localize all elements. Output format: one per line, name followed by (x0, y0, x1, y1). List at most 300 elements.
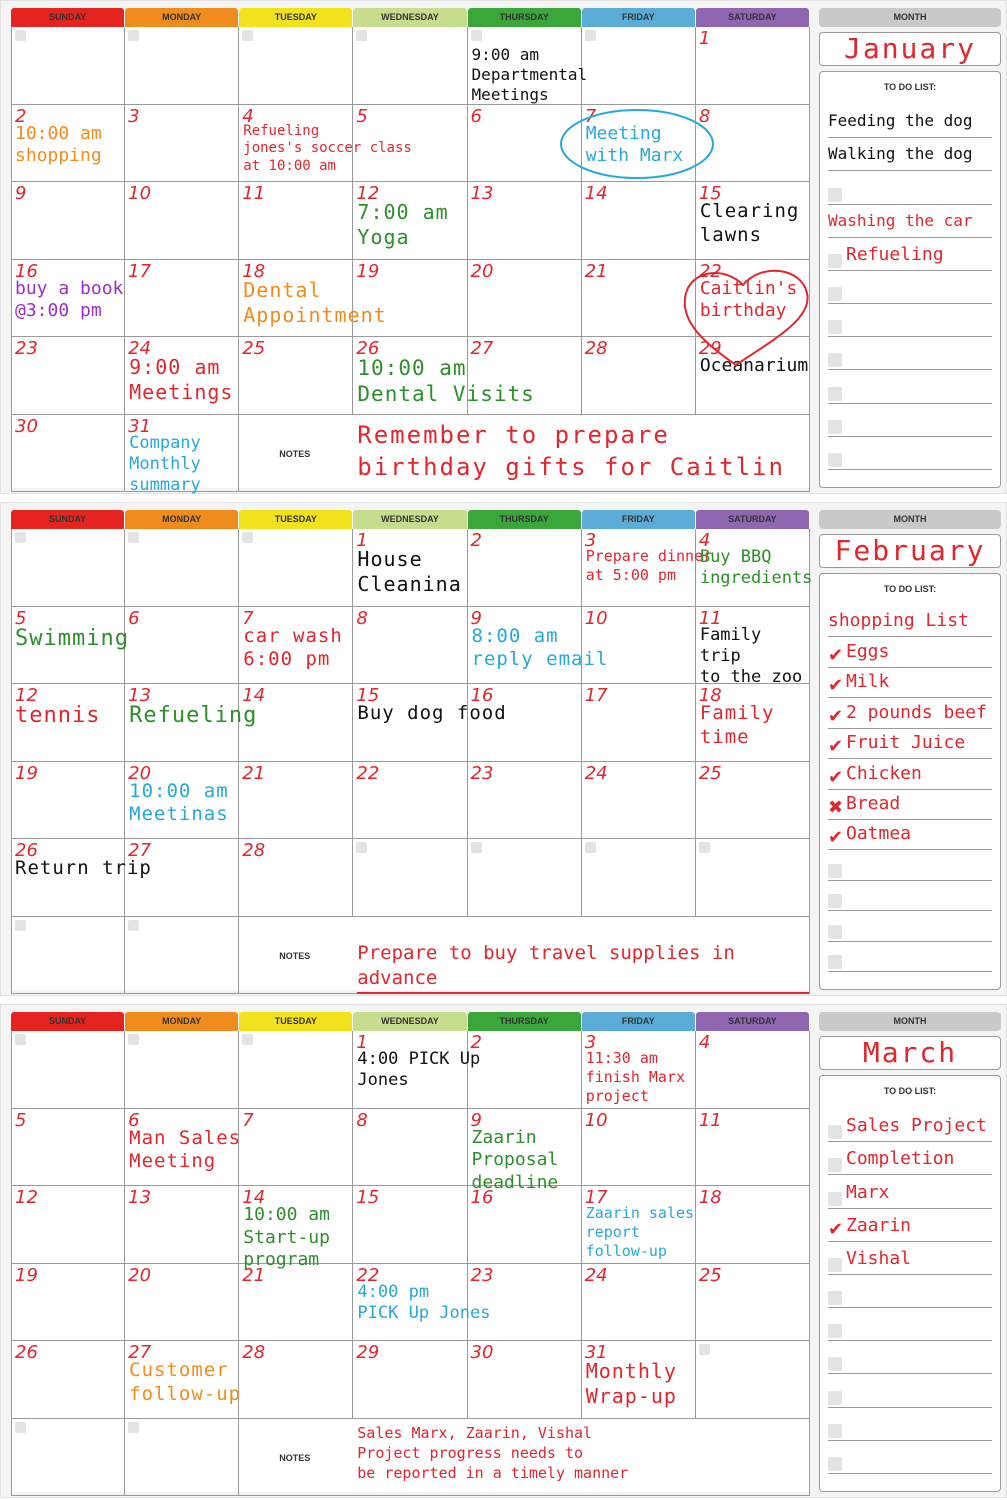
event-note[interactable]: Customer follow-up (129, 1359, 242, 1405)
todo-checkbox[interactable] (828, 188, 842, 202)
todo-item-text: Feeding the dog (828, 111, 973, 131)
event-note[interactable]: 9:00 am Departmental Meetings (471, 45, 588, 104)
event-note[interactable]: Return trip (15, 857, 152, 879)
day-cell[interactable] (582, 762, 696, 840)
todo-line (828, 1340, 992, 1341)
day-number: 19 (15, 762, 38, 784)
checkmark-icon[interactable]: ✔ (828, 644, 844, 665)
calendar-grid (11, 1012, 810, 1492)
day-number: 7 (584, 105, 597, 127)
todo-checkbox[interactable] (828, 1291, 842, 1305)
event-note[interactable]: Caitlin's birthday (699, 277, 798, 321)
day-number: 8 (698, 105, 711, 127)
day-number: 11 (698, 1109, 722, 1131)
event-note[interactable]: Refueling (129, 703, 258, 728)
day-cell[interactable] (696, 105, 810, 183)
day-cell[interactable] (239, 1341, 353, 1419)
day-cell[interactable] (11, 415, 125, 493)
todo-checkbox[interactable] (828, 387, 842, 401)
calendar-grid (11, 8, 810, 495)
empty-day-marker (242, 30, 253, 41)
todo-line (828, 636, 992, 637)
event-note[interactable]: Family trip to the zoo (699, 624, 803, 687)
day-cell[interactable] (468, 182, 582, 260)
todo-label: TO DO LIST: (883, 82, 937, 92)
day-cell[interactable] (125, 1031, 239, 1109)
todo-line (828, 1307, 992, 1308)
month-sheet-march (0, 1004, 1007, 1498)
checkmark-icon[interactable]: ✔ (828, 1218, 844, 1239)
day-cell[interactable] (11, 529, 125, 607)
weekday-header-wednesday: WEDNESDAY (353, 1012, 466, 1031)
day-cell[interactable] (11, 1419, 125, 1497)
todo-line (828, 880, 992, 881)
event-note[interactable]: 7:00 am Yoga (357, 200, 449, 249)
event-note[interactable]: 4:00 pm PICK Up Jones (357, 1281, 491, 1323)
weekday-header-monday: MONDAY (125, 1012, 238, 1031)
weekday-header-sunday: SUNDAY (11, 510, 124, 529)
empty-day-marker (15, 1034, 26, 1045)
day-number: 21 (242, 762, 266, 784)
day-number: 27 (128, 1342, 152, 1363)
day-number: 26 (356, 338, 380, 359)
day-number: 14 (242, 685, 266, 706)
day-number: 4 (698, 1032, 711, 1053)
event-note[interactable]: 4:00 PICK Up Jones (357, 1049, 481, 1091)
todo-line (828, 1208, 992, 1209)
month-name-box[interactable] (819, 32, 1001, 66)
day-number: 15 (356, 685, 380, 706)
todo-checkbox[interactable] (828, 254, 842, 268)
day-number: 6 (470, 105, 482, 127)
day-number: 23 (15, 338, 38, 359)
day-number: 18 (698, 685, 722, 706)
empty-day-marker (15, 532, 26, 543)
day-number: 5 (15, 1109, 27, 1131)
day-number: 17 (128, 260, 152, 282)
day-cell[interactable] (11, 917, 125, 995)
event-note[interactable]: car wash 6:00 pm (243, 624, 343, 671)
todo-checkbox[interactable] (828, 1158, 842, 1172)
month-label: MONTH (819, 1012, 1001, 1031)
day-cell[interactable] (468, 1341, 582, 1419)
todo-checkbox[interactable] (828, 1457, 842, 1471)
day-cell[interactable] (11, 1109, 125, 1187)
event-note[interactable]: Meeting with Marx (585, 122, 684, 166)
cross-icon[interactable]: ✖ (828, 796, 844, 817)
day-number: 26 (15, 840, 38, 861)
month-name-box[interactable] (819, 534, 1001, 568)
todo-line (828, 789, 992, 790)
todo-checkbox[interactable] (828, 287, 842, 301)
day-number: 1 (698, 28, 711, 49)
day-number: 2 (470, 1032, 482, 1053)
day-cell[interactable] (239, 182, 353, 260)
event-note[interactable]: Monthly Wrap-up (585, 1359, 677, 1408)
day-number: 19 (15, 1264, 38, 1286)
day-number: 4 (242, 105, 254, 127)
checkmark-icon[interactable]: ✔ (828, 766, 844, 787)
todo-checkbox[interactable] (828, 864, 842, 878)
day-number: 20 (128, 762, 152, 784)
event-note[interactable]: Prepare dinner at 5:00 pm (585, 547, 713, 584)
day-cell[interactable] (696, 1109, 810, 1187)
todo-label: TO DO LIST: (883, 1086, 937, 1096)
day-number: 11 (242, 183, 266, 204)
weekday-header-thursday: THURSDAY (468, 510, 581, 529)
day-number: 6 (128, 607, 140, 629)
event-note[interactable]: 8:00 am reply email (471, 624, 609, 671)
weekday-header-wednesday: WEDNESDAY (353, 510, 466, 529)
event-note[interactable]: 9:00 am Meetings (129, 355, 234, 404)
day-cell[interactable] (11, 1341, 125, 1419)
todo-checkbox[interactable] (828, 320, 842, 334)
day-number: 3 (584, 1032, 597, 1053)
day-number: 30 (15, 415, 38, 437)
todo-checkbox[interactable] (828, 1324, 842, 1338)
day-cell[interactable] (468, 1031, 582, 1109)
todo-checkbox[interactable] (828, 353, 842, 367)
day-number: 9 (470, 607, 482, 629)
weekday-header-sunday: SUNDAY (11, 8, 124, 27)
day-cell[interactable] (582, 260, 696, 338)
day-cell[interactable] (239, 1031, 353, 1109)
weekday-header-saturday: SATURDAY (696, 8, 809, 27)
todo-list[interactable] (819, 573, 1001, 990)
day-cell[interactable] (582, 684, 696, 762)
day-cell[interactable] (468, 105, 582, 183)
day-number: 15 (356, 1187, 380, 1208)
weekday-header-monday: MONDAY (125, 510, 238, 529)
todo-line (828, 1440, 992, 1441)
todo-line (828, 270, 992, 271)
day-number: 10 (584, 607, 608, 629)
day-cell[interactable] (125, 27, 239, 105)
month-name-box[interactable] (819, 1036, 1001, 1070)
todo-checkbox[interactable] (828, 955, 842, 969)
event-note[interactable]: Refueling jones's soccer class at 10:00 am (243, 122, 412, 174)
checkmark-icon[interactable]: ✔ (828, 705, 844, 726)
notes-label: NOTES (279, 1452, 311, 1463)
weekday-header-friday: FRIDAY (582, 510, 695, 529)
day-number: 14 (584, 183, 608, 204)
event-note[interactable]: 10:00 am shopping (15, 122, 102, 166)
todo-list[interactable] (819, 71, 1001, 488)
event-note[interactable]: Swimming (15, 625, 129, 651)
todo-line (828, 436, 992, 437)
day-cell[interactable] (696, 1264, 810, 1342)
event-note[interactable]: Zaarin Proposal deadline (471, 1126, 559, 1193)
day-number: 12 (356, 183, 380, 204)
empty-day-marker (128, 1034, 139, 1045)
month-sheet-february (0, 502, 1007, 996)
day-number: 11 (698, 607, 722, 629)
day-number: 10 (128, 183, 152, 204)
day-number: 24 (584, 1264, 608, 1286)
day-cell[interactable] (239, 1109, 353, 1187)
weekday-header-thursday: THURSDAY (468, 8, 581, 27)
day-cell[interactable] (353, 1341, 467, 1419)
todo-item-text: Washing the car (828, 210, 973, 230)
todo-label: TO DO LIST: (883, 584, 937, 594)
day-number: 21 (584, 260, 608, 282)
empty-day-marker (242, 1034, 253, 1045)
todo-line (828, 1373, 992, 1374)
day-number: 3 (128, 105, 140, 127)
day-cell[interactable] (125, 607, 239, 685)
day-number: 20 (470, 260, 494, 282)
day-number: 12 (15, 1187, 38, 1208)
day-number: 25 (698, 762, 722, 784)
day-cell[interactable] (125, 1419, 239, 1497)
day-number: 27 (128, 840, 152, 861)
todo-checkbox[interactable] (828, 420, 842, 434)
todo-checkbox[interactable] (828, 1424, 842, 1438)
day-cell[interactable] (468, 839, 582, 917)
todo-line (828, 1141, 992, 1142)
month-name: January (843, 32, 976, 65)
day-cell[interactable] (125, 105, 239, 183)
day-cell[interactable] (468, 762, 582, 840)
day-number: 21 (242, 1264, 266, 1286)
todo-list[interactable] (819, 1075, 1001, 1492)
day-cell[interactable] (239, 27, 353, 105)
day-cell[interactable] (11, 337, 125, 415)
empty-day-marker (128, 532, 139, 543)
event-note[interactable]: 10:00 am Meetinas (129, 779, 229, 826)
day-number: 9 (470, 1109, 482, 1131)
day-cell[interactable] (125, 182, 239, 260)
weekday-header-friday: FRIDAY (582, 1012, 695, 1031)
todo-item-text: Eggs (846, 640, 890, 662)
day-number: 28 (242, 1342, 266, 1363)
todo-line (828, 941, 992, 942)
day-number: 2 (470, 530, 482, 551)
todo-item-text: Walking the dog (828, 144, 973, 164)
todo-checkbox[interactable] (828, 1192, 842, 1206)
weekday-header-friday: FRIDAY (582, 8, 695, 27)
day-cell[interactable] (696, 839, 810, 917)
month-name: February (834, 534, 986, 567)
event-note[interactable]: 11:30 am finish Marx project (585, 1049, 686, 1105)
day-cell[interactable] (125, 1264, 239, 1342)
checkmark-icon[interactable]: ✔ (828, 675, 844, 696)
day-cell[interactable] (468, 1186, 582, 1264)
weekday-header-monday: MONDAY (125, 8, 238, 27)
day-number: 14 (242, 1187, 266, 1208)
empty-day-marker (15, 30, 26, 41)
notes-label: NOTES (279, 448, 311, 459)
day-cell[interactable] (11, 1264, 125, 1342)
event-note[interactable]: Oceanarium (699, 355, 809, 376)
event-note[interactable]: Buy BBQ ingredients (699, 547, 813, 589)
todo-line (828, 237, 992, 238)
day-cell[interactable] (696, 1186, 810, 1264)
day-number: 13 (128, 1187, 152, 1208)
day-cell[interactable] (125, 917, 239, 995)
empty-day-marker (585, 842, 596, 853)
day-cell[interactable] (353, 762, 467, 840)
todo-line (828, 1274, 992, 1275)
event-note[interactable]: Buy dog food (357, 702, 507, 724)
event-note[interactable]: tennis (15, 703, 101, 728)
day-number: 31 (128, 415, 152, 437)
todo-line (828, 728, 992, 729)
todo-checkbox[interactable] (828, 1258, 842, 1272)
day-cell[interactable] (582, 182, 696, 260)
weekday-header-wednesday: WEDNESDAY (353, 8, 466, 27)
day-number: 5 (356, 105, 368, 127)
todo-line (828, 667, 992, 668)
event-note[interactable]: Zaarin sales report follow-up (585, 1204, 695, 1260)
month-name: March (862, 1036, 958, 1069)
empty-day-marker (242, 532, 253, 543)
notes-label: NOTES (279, 950, 311, 961)
day-cell[interactable] (239, 1264, 353, 1342)
day-number: 9 (15, 183, 27, 204)
day-cell[interactable] (11, 182, 125, 260)
day-cell[interactable] (696, 1031, 810, 1109)
event-note[interactable]: buy a book @3:00 pm (15, 277, 124, 321)
weekday-header-saturday: SATURDAY (696, 510, 809, 529)
todo-line (828, 336, 992, 337)
day-cell[interactable] (468, 529, 582, 607)
todo-item-text: Fruit Juice (846, 732, 966, 754)
todo-line (828, 204, 992, 205)
day-cell[interactable] (239, 762, 353, 840)
notes-area[interactable] (239, 415, 810, 493)
day-number: 24 (128, 338, 152, 359)
day-number: 29 (356, 1342, 380, 1363)
todo-line (828, 849, 992, 850)
day-cell[interactable] (125, 1186, 239, 1264)
calendar-grid (11, 510, 813, 990)
todo-line (828, 1407, 992, 1408)
day-number: 2 (15, 105, 27, 127)
todo-checkbox[interactable] (828, 1357, 842, 1371)
day-cell[interactable] (353, 607, 467, 685)
day-number: 19 (356, 260, 380, 282)
day-cell[interactable] (353, 839, 467, 917)
todo-checkbox[interactable] (828, 925, 842, 939)
todo-checkbox[interactable] (828, 894, 842, 908)
event-note[interactable]: Family time (699, 702, 775, 748)
day-number: 17 (584, 685, 608, 706)
day-cell[interactable] (125, 260, 239, 338)
todo-line (828, 469, 992, 470)
checkmark-icon[interactable]: ✔ (828, 736, 844, 757)
todo-line (828, 1241, 992, 1242)
todo-item-text: Marx (846, 1181, 890, 1203)
notes-area[interactable] (239, 1419, 810, 1497)
event-note[interactable]: Man Sales Meeting (129, 1126, 242, 1173)
todo-line (828, 403, 992, 404)
day-number: 25 (242, 338, 266, 359)
day-cell[interactable] (582, 337, 696, 415)
notes-area[interactable] (239, 917, 810, 995)
day-number: 31 (584, 1342, 608, 1363)
todo-line (828, 697, 992, 698)
day-cell[interactable] (239, 337, 353, 415)
todo-checkbox[interactable] (828, 453, 842, 467)
day-cell[interactable] (11, 762, 125, 840)
empty-day-marker (15, 1422, 26, 1433)
event-note[interactable]: Company Monthly summary (129, 432, 201, 495)
day-number: 15 (698, 183, 722, 204)
todo-item-text: Zaarin (846, 1214, 912, 1236)
weekday-header-tuesday: TUESDAY (239, 8, 352, 27)
day-number: 12 (15, 685, 38, 706)
day-number: 10 (584, 1109, 608, 1131)
day-number: 13 (128, 685, 152, 706)
day-number: 20 (128, 1264, 152, 1286)
empty-day-marker (356, 842, 367, 853)
notes-text: Sales Marx, Zaarin, Vishal Project progress needs to be reported in a timely manner (357, 1423, 629, 1482)
event-note[interactable]: 10:00 am Start-up program (243, 1204, 330, 1270)
day-cell[interactable] (468, 260, 582, 338)
todo-item-text: Bread (846, 792, 901, 814)
day-cell[interactable] (353, 27, 467, 105)
todo-line (828, 1473, 992, 1474)
event-note[interactable]: Dental Appointment (243, 277, 387, 327)
day-cell[interactable] (11, 27, 125, 105)
day-cell[interactable] (696, 27, 810, 105)
day-cell[interactable] (582, 1109, 696, 1187)
todo-line (828, 819, 992, 820)
day-number: 18 (242, 260, 266, 282)
todo-item-text: Refueling (846, 243, 944, 265)
empty-day-marker (471, 842, 482, 853)
day-number: 7 (242, 1109, 254, 1131)
day-number: 1 (356, 1032, 368, 1053)
day-cell[interactable] (582, 839, 696, 917)
todo-checkbox[interactable] (828, 1125, 842, 1139)
day-number: 29 (698, 338, 722, 359)
day-number: 13 (470, 183, 494, 204)
day-cell[interactable] (125, 529, 239, 607)
todo-line (828, 303, 992, 304)
event-note[interactable]: House Cleanina (357, 547, 462, 596)
month-sheet-january (0, 0, 1007, 494)
empty-day-marker (471, 30, 482, 41)
event-note[interactable]: Clearing lawns (699, 200, 800, 246)
day-cell[interactable] (582, 1264, 696, 1342)
todo-item-text: Completion (846, 1148, 955, 1170)
day-cell[interactable] (239, 529, 353, 607)
empty-day-marker (699, 842, 710, 853)
empty-day-marker (128, 1422, 139, 1433)
day-cell[interactable] (353, 1186, 467, 1264)
day-cell[interactable] (11, 1186, 125, 1264)
day-cell[interactable] (696, 762, 810, 840)
todo-item-text: 2 pounds beef (846, 701, 987, 723)
checkmark-icon[interactable]: ✔ (828, 827, 844, 848)
day-number: 25 (698, 1264, 722, 1286)
day-cell[interactable] (353, 1109, 467, 1187)
day-number: 27 (470, 338, 494, 359)
event-note[interactable]: 10:00 am Dental Visits (357, 356, 535, 407)
todo-checkbox[interactable] (828, 1391, 842, 1405)
day-cell[interactable] (582, 27, 696, 105)
day-cell[interactable] (239, 839, 353, 917)
day-number: 17 (584, 1187, 608, 1208)
day-cell[interactable] (696, 1341, 810, 1419)
day-number: 22 (698, 260, 722, 282)
day-number: 16 (470, 685, 494, 706)
todo-line (828, 170, 992, 171)
todo-line (828, 971, 992, 972)
day-cell[interactable] (11, 1031, 125, 1109)
